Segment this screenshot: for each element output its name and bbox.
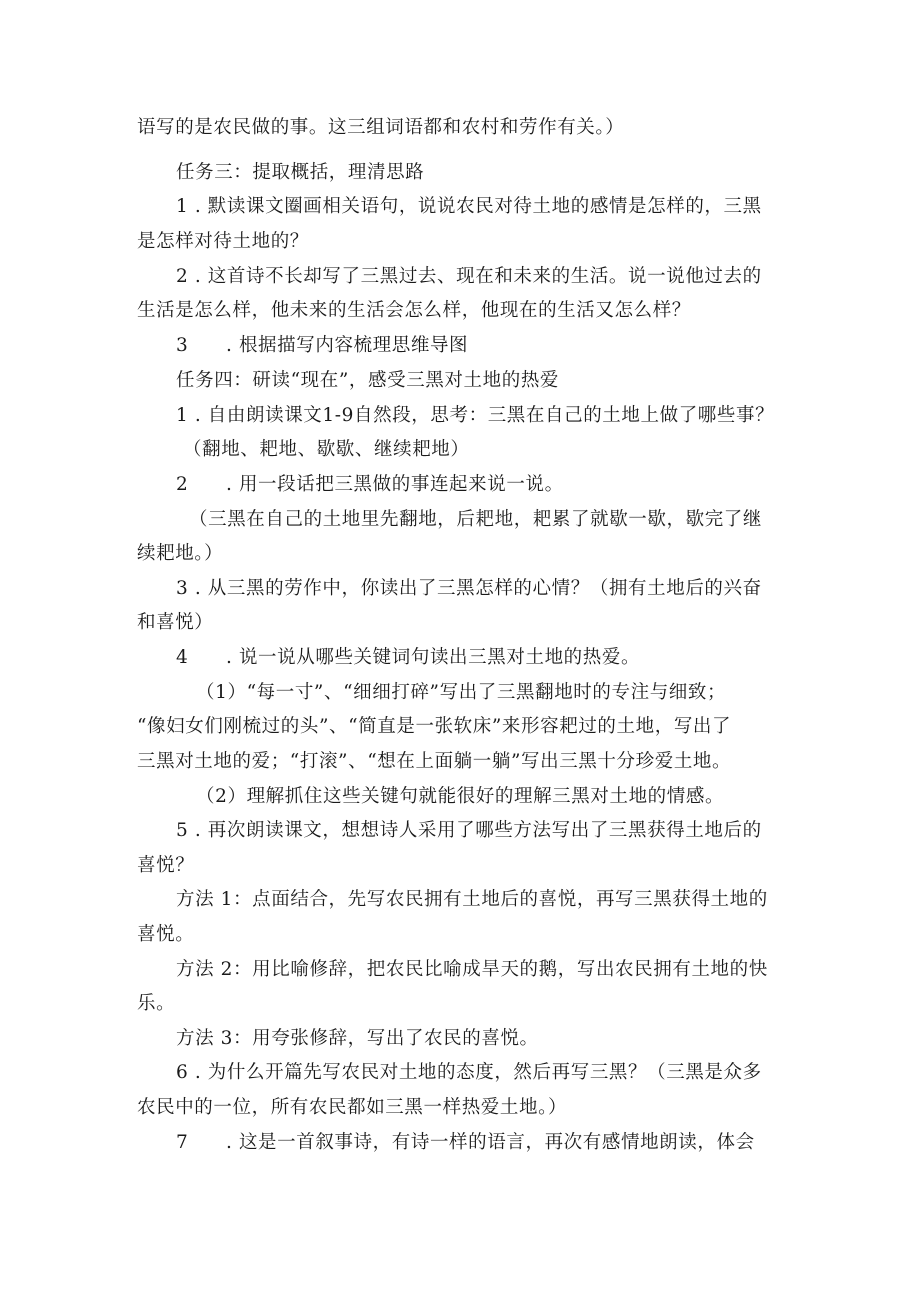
text-line: 是怎样对待土地的？ [137, 231, 309, 252]
text-line: . 用一段话把三黑做的事连起来说一说。 [226, 474, 564, 495]
text-line: （1）“每一寸”、“细细打碎”写出了三黑翻地时的专注与细致； [196, 682, 727, 703]
text-line: 语写的是农民做的事。这三组词语都和农村和劳作有关。） [137, 117, 625, 138]
text-line: 方法 2：用比喻修辞，把农民比喻成旱天的鹅，写出农民拥有土地的快 [176, 959, 768, 980]
text-line: . 这是一首叙事诗，有诗一样的语言，再次有感情地朗读，体会 [226, 1132, 755, 1153]
text-line: 喜悦。 [137, 924, 195, 945]
text-line: “像妇女们刚梳过的头”、“简直是一张软床”来形容耙过的土地，写出了 [137, 716, 732, 737]
text-line: 2 . 这首诗不长却写了三黑过去、现在和未来的生活。说一说他过去的 [176, 266, 762, 287]
text-line: （2）理解抓住这些关键句就能很好的理解三黑对土地的情感。 [196, 786, 725, 807]
text-line: 5 . 再次朗读课文，想想诗人采用了哪些方法写出了三黑获得土地后的 [176, 820, 762, 841]
text-line: . 说一说从哪些关键词句读出三黑对土地的热爱。 [226, 647, 641, 668]
text-line: （翻地、耙地、歇歇、继续耙地） [183, 439, 470, 460]
text-line: 3 . 从三黑的劳作中，你读出了三黑怎样的心情？（拥有土地后的兴奋 [176, 578, 762, 599]
text-line: 1 . 默读课文圈画相关语句，说说农民对待土地的感情是怎样的，三黑 [176, 196, 762, 217]
text-line: 乐。 [137, 993, 176, 1014]
text-line: 生活是怎么样，他未来的生活会怎么样，他现在的生活又怎么样？ [137, 300, 691, 321]
text-line: 方法 3：用夸张修辞，写出了农民的喜悦。 [176, 1028, 539, 1049]
section-heading: 任务三：提取概括，理清思路 [176, 162, 425, 183]
list-number: 3 [176, 335, 189, 356]
list-number: 7 [176, 1132, 189, 1153]
text-line: 续耙地。） [137, 543, 224, 564]
section-heading: 任务四：研读“现在”，感受三黑对土地的热爱 [176, 370, 560, 391]
text-line: 喜悦？ [137, 855, 195, 876]
list-number: 2 [176, 474, 189, 495]
text-line: 三黑对土地的爱；“打滚”、“想在上面躺一躺”写出三黑十分珍爱土地。 [137, 751, 732, 772]
text-line: 农民中的一位，所有农民都如三黑一样热爱土地。） [137, 1097, 568, 1118]
text-line: 和喜悦） [137, 612, 214, 633]
text-line: . 根据描写内容梳理思维导图 [226, 335, 469, 356]
text-line: （三黑在自己的土地里先翻地，后耙地，耙累了就歇一歇，歇完了继 [189, 509, 763, 530]
list-number: 4 [176, 647, 189, 668]
text-line: 1 . 自由朗读课文1-9自然段，思考：三黑在自己的土地上做了哪些事？ [176, 405, 775, 426]
text-line: 方法 1：点面结合，先写农民拥有土地后的喜悦，再写三黑获得土地的 [176, 889, 768, 910]
text-line: 6 . 为什么开篇先写农民对土地的态度，然后再写三黑？（三黑是众多 [176, 1062, 762, 1083]
